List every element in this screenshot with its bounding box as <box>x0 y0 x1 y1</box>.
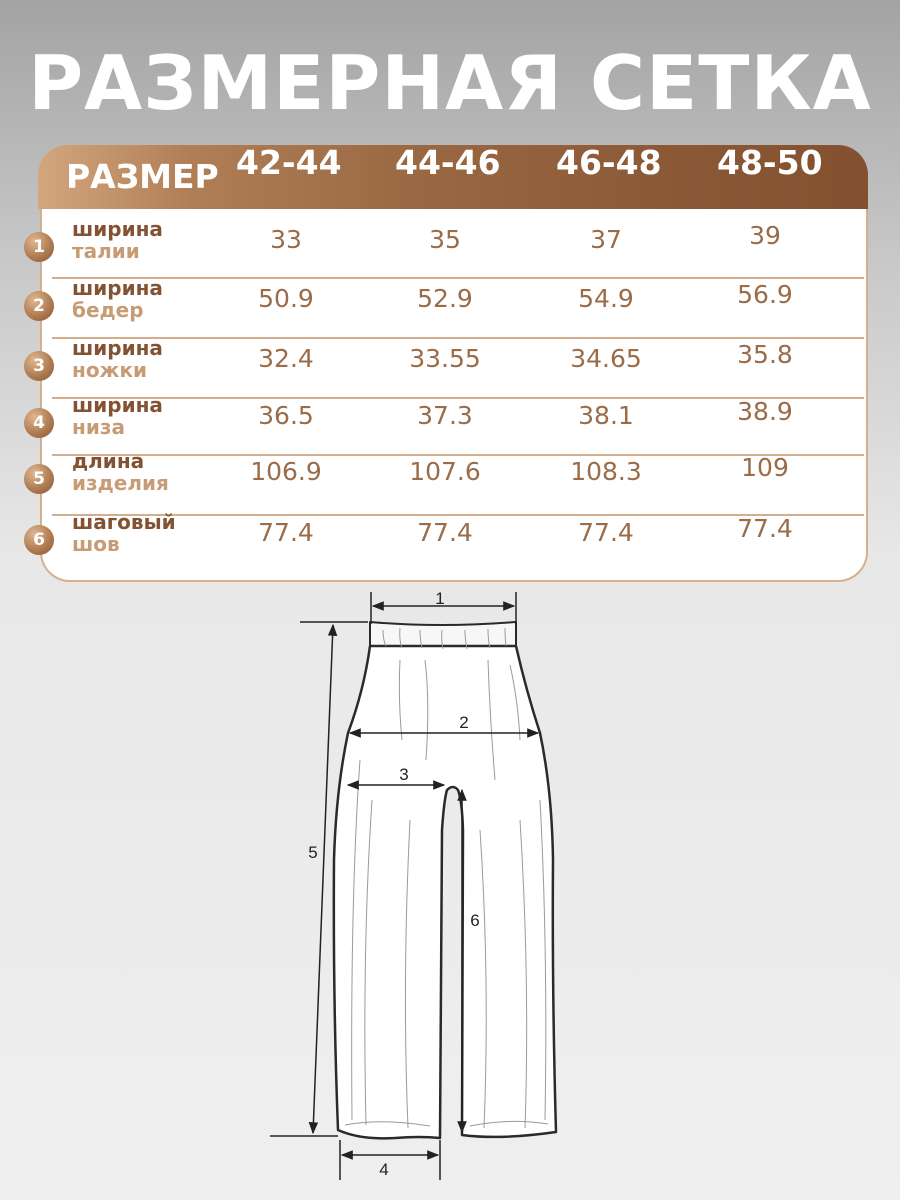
table-cell: 38.9 <box>737 397 793 426</box>
row-label-bottom: ножки <box>72 358 148 382</box>
table-row <box>33 506 868 566</box>
table-row <box>33 272 868 332</box>
row-number-badge: 5 <box>24 464 54 494</box>
size-col-3: 46-48 <box>556 143 662 182</box>
table-cell: 35.8 <box>737 340 793 369</box>
size-table-body <box>33 209 868 582</box>
table-cell: 36.5 <box>258 401 314 430</box>
size-col-1: 42-44 <box>236 143 342 182</box>
table-cell: 108.3 <box>570 457 642 486</box>
table-cell: 77.4 <box>578 518 634 547</box>
table-row <box>33 213 868 273</box>
table-cell: 37 <box>590 225 622 254</box>
row-label-bottom: низа <box>72 415 125 439</box>
size-table <box>33 143 868 582</box>
row-label-top: длина <box>72 449 145 473</box>
table-cell: 52.9 <box>417 284 473 313</box>
table-cell: 106.9 <box>250 457 322 486</box>
table-cell: 38.1 <box>578 401 634 430</box>
pants-outline <box>334 622 556 1138</box>
table-cell: 56.9 <box>737 280 793 309</box>
table-cell: 77.4 <box>258 518 314 547</box>
diagram-marker-4: 4 <box>379 1160 389 1179</box>
row-number-badge: 1 <box>24 232 54 262</box>
row-label-top: ширина <box>72 336 163 360</box>
table-row <box>33 332 868 392</box>
table-cell: 54.9 <box>578 284 634 313</box>
row-label-top: шаговый <box>72 510 176 534</box>
row-label-bottom: изделия <box>72 471 169 495</box>
diagram-marker-2: 2 <box>459 713 469 732</box>
size-table-header <box>38 145 868 209</box>
row-number-badge: 6 <box>24 525 54 555</box>
table-cell: 50.9 <box>258 284 314 313</box>
row-label-bottom: бедер <box>72 298 144 322</box>
table-cell: 34.65 <box>570 344 642 373</box>
table-cell: 37.3 <box>417 401 473 430</box>
table-cell: 109 <box>741 453 789 482</box>
table-cell: 39 <box>749 221 781 250</box>
row-number-badge: 2 <box>24 291 54 321</box>
table-row <box>33 445 868 505</box>
table-cell: 32.4 <box>258 344 314 373</box>
size-col-2: 44-46 <box>395 143 501 182</box>
table-cell: 33.55 <box>409 344 481 373</box>
size-col-4: 48-50 <box>717 143 823 182</box>
row-label-top: ширина <box>72 393 163 417</box>
table-cell: 77.4 <box>417 518 473 547</box>
size-header-label: РАЗМЕР <box>66 157 219 196</box>
row-label-top: ширина <box>72 276 163 300</box>
table-cell: 33 <box>270 225 302 254</box>
diagram-marker-6: 6 <box>470 911 480 930</box>
row-number-badge: 3 <box>24 351 54 381</box>
table-row <box>33 389 868 449</box>
diagram-marker-1: 1 <box>435 589 445 608</box>
row-label-bottom: шов <box>72 532 120 556</box>
table-cell: 77.4 <box>737 514 793 543</box>
page-title: РАЗМЕРНАЯ СЕТКА <box>28 39 872 127</box>
diagram-marker-3: 3 <box>399 765 409 784</box>
row-number-badge: 4 <box>24 408 54 438</box>
row-label-top: ширина <box>72 217 163 241</box>
row-label-bottom: талии <box>72 239 140 263</box>
table-cell: 35 <box>429 225 461 254</box>
diagram-marker-5: 5 <box>308 843 318 862</box>
pants-measurement-diagram <box>0 585 900 1200</box>
table-cell: 107.6 <box>409 457 481 486</box>
